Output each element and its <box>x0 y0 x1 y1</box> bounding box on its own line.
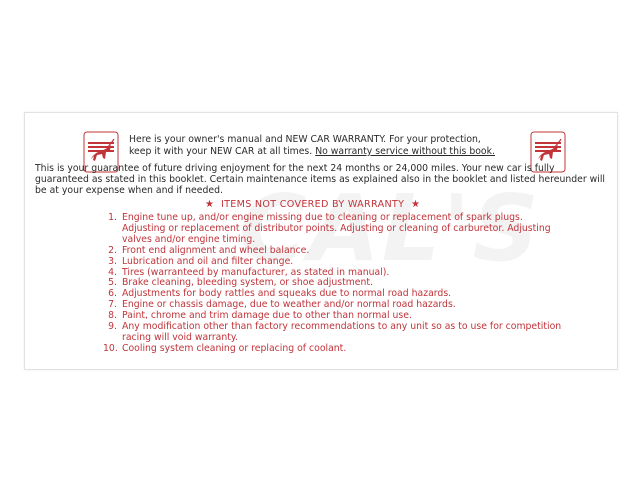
list-item: 3. Lubrication and oil and filter change. <box>108 255 294 267</box>
intro-line-2-text: keep it with your NEW CAR at all times. <box>129 146 316 157</box>
list-item: 2. Front end alignment and wheel balance. <box>108 244 310 256</box>
star-icon: ★ <box>410 199 421 210</box>
list-item: 1. Engine tune up, and/or engine missing due to cleaning or replacement of spark plugs. Adjusting or replacement of distributor points. Adjusting or cleaning of carburetor. Adjusting valves and/or engine timing. <box>108 212 551 245</box>
list-item: 6. Adjustments for body rattles and squeaks due to normal road hazards. <box>108 288 452 300</box>
guarantee-paragraph: This is your guarantee of future driving enjoyment for the next 24 months or 24,000 miles. Your new car is fully guaranteed as stated in this booklet. Certain maintenance items as explained also in the booklet and listed hereunder will be at your expense when and if needed. <box>35 163 606 196</box>
list-item: 4. Tires (warranteed by manufacturer, as stated in manual). <box>108 266 390 278</box>
list-item: 5. Brake cleaning, bleeding system, or shoe adjustment. <box>108 277 373 289</box>
list-item: 7. Engine or chassis damage, due to weather and/or normal road hazards. <box>108 299 456 311</box>
star-icon: ★ <box>205 199 215 210</box>
list-item: 8. Paint, chrome and trim damage due to other than normal use. <box>108 310 412 322</box>
items-heading-text: ITEMS NOT COVERED BY WARRANTY <box>220 199 405 210</box>
warranty-card <box>24 112 618 370</box>
list-item: 9. Any modification other than factory recommendations to any unit so as to use for competition racing will void warranty. <box>108 321 562 343</box>
no-service-warning: No warranty service without this book. <box>315 146 495 157</box>
list-item: 10. Cooling system cleaning or replacing of coolant. <box>103 342 347 354</box>
excluded-items-list <box>103 213 563 355</box>
items-heading <box>205 199 420 210</box>
intro-line-2 <box>129 146 529 158</box>
intro-line-1: Here is your owner's manual and NEW CAR WARRANTY. For your protection, <box>129 134 481 145</box>
